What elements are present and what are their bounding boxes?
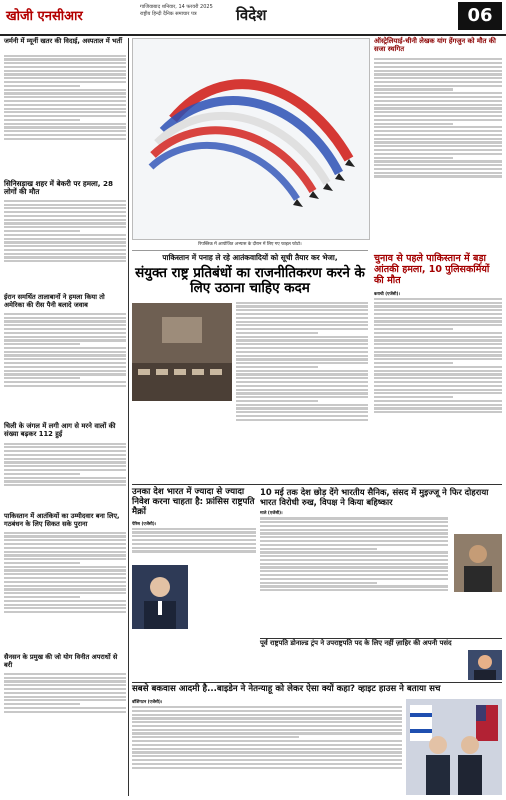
middle-right-headline: 10 मई तक देश छोड़ देंगे भारतीय सैनिक, संसद में मुइज्जू ने फिर दोहराया भारत विरोधी रुख, विपक्ष ने किया बहिष्कार [260,487,489,507]
body-text-lines [4,55,126,140]
right-top-story [374,38,502,248]
body-text-lines [4,443,126,487]
story6-headline: सैनसन के प्रमुख की जो योग विनीत अपराधों से बरी [4,653,118,669]
trump-photo [468,650,502,680]
story6-body [4,671,126,731]
right-feature-body: कराची (एजेंसी)। [374,291,502,459]
airshow-photo-art [133,39,369,239]
trump-story [260,640,502,668]
middle-right-body: माले (एजेंसी)। [260,510,448,622]
bottom-body: वॉशिंगटन (एजेंसी)। [132,699,402,795]
story1-body [4,48,126,176]
body-text-lines [374,58,502,177]
muizzu-photo [454,534,502,592]
right-feature-headline: चुनाव से पहले पाकिस्तान में बड़ा आंतकी हमला, 10 पुलिसकर्मियों की मौत [374,253,490,286]
bottom-story [132,685,502,797]
biden-netanyahu-photo-art [406,699,502,795]
middle-right-story [260,488,502,663]
issue-info: गाजियाबाद शनिवार, 14 फरवरी 2025 राष्ट्रीय हिन्दी दैनिक समाचार पत्र [140,4,213,17]
body-text-lines [132,528,256,553]
body-text-lines [4,313,126,387]
airshow-photo [132,38,370,240]
macron-photo [132,565,188,629]
horizontal-rule [132,484,502,485]
story3-headline: ईरान समर्थित तालाबानों ने हमला किया तो अमेरिका की रीस पैनी बलादे जवाब [4,293,105,309]
body-text-lines [4,673,126,713]
body-text-lines [4,532,126,614]
story2-body [4,198,126,290]
body-text-lines [374,298,502,414]
un-assembly-photo [132,303,232,401]
story5-headline: पाकिस्तान में आतंकियों का उम्मीदवार बना लिए, गठबंधन के लिए सिकत सके पुराना [4,511,120,528]
right-top-body [374,57,502,235]
middle-left-body: पेरिस (एजेंसी)। [132,521,256,561]
body-text-lines [260,517,448,591]
left-column [4,38,126,796]
body-text-lines [236,302,368,421]
story4-body [4,441,126,509]
story5-body [4,530,126,650]
muizzu-photo-art [454,534,502,592]
banner-kicker: पाकिस्तान में पनाह ले रहे आतंकवादियों को सूची तैयार कर भेजा, [162,253,338,262]
trump-photo-art [468,650,502,680]
photo-caption: रिपब्लिक में आयोजित अभ्यास के दौरान में लिए गए फाइल फोटो। [132,240,368,251]
body-text-lines [132,706,402,769]
section-title: विदेश [236,6,267,24]
story4-headline: चिली के जंगल में लगी आग से मरने वालों की संख्या बढ़कर 112 हुई [4,422,116,439]
brand-logo: खोजी एनसीआर [6,9,83,24]
macron-photo-art [132,565,188,629]
story1-headline: जर्मनी में म्यूनीं खतर की विदाई, अस्पताल में भर्ती [4,37,123,45]
bottom-headline: सबसे बकवास आदमी है...बाइडेन ने नेतन्याहू को लेकर ऐसा क्यों कहा? व्हाइट हाउस ने बताया सच [132,684,441,694]
biden-netanyahu-photo [406,699,502,795]
right-top-headline: ऑस्ट्रेलियाई-चीनी लेखक यांग हेंगजुन को मौत की सजा स्थगित [374,37,496,53]
banner-body [236,300,368,478]
banner-story [132,254,368,482]
middle-left-story [132,488,256,663]
masthead [0,0,506,36]
trump-headline: पूर्व राष्ट्रपति डोनाल्ड ट्रंप ने उपराष्ट्रपति पद के लिए नहीं ज़ाहिर की अपनी पसंद [260,639,452,647]
body-text-lines [4,200,126,263]
assembly-photo-art [132,303,232,401]
middle-left-headline: उनका देश भारत में ज्यादा से ज्यादा निवेश करना चाहता है: फ्रांसिस राष्ट्रपति मैक्रों [132,487,255,517]
page-number: 06 [458,2,502,30]
story2-headline: सिनिसड़ाख शहर में बेकरी पर हमला, 28 लोगों की मौत [4,178,114,196]
story3-body [4,311,126,419]
horizontal-rule-3 [132,682,502,683]
column-divider [128,38,129,796]
right-feature-story [374,254,502,482]
banner-headline: संयुक्त राष्ट्र प्रतिबंधों का राजनीतिकरण करने के लिए उठाना चाहिए कदम [135,264,365,297]
